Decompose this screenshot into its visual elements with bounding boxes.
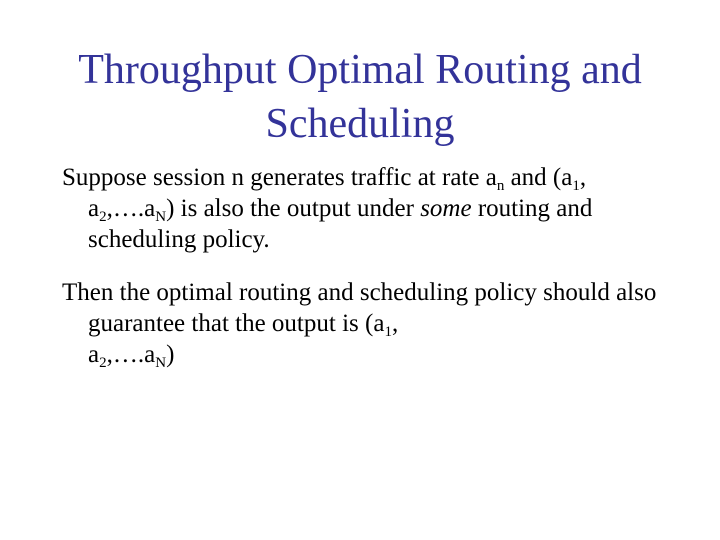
slide-body (62, 162, 682, 392)
p1-text-3: , (579, 164, 587, 191)
p1-sub-1: 1 (572, 178, 580, 194)
p1-emphasis: some (420, 195, 472, 222)
p2-text-4: ,….a (106, 341, 156, 368)
p2-text-1: Then the optimal routing and scheduling policy should also guarantee that the output is (a (62, 279, 657, 337)
p2-sub-1: 1 (384, 324, 392, 340)
p1-text-7: routing and scheduling policy. (88, 195, 593, 253)
p2-text-5: ) (166, 341, 175, 368)
paragraph-2 (62, 277, 682, 370)
p2-text-3: a (88, 341, 100, 368)
p2-sub-2: 2 (99, 355, 107, 371)
p1-text-1: Suppose session n generates traffic at rate a (62, 164, 497, 191)
paragraph-1 (62, 162, 682, 255)
p2-sub-N: N (155, 355, 167, 371)
p1-text-2: and (a (504, 164, 573, 191)
p1-text-6: ) is also the output under (166, 195, 421, 222)
title-line-2: Scheduling (265, 101, 455, 147)
p2-text-2: , (391, 310, 399, 337)
p1-sub-n: n (496, 178, 505, 194)
p1-text-4: a (88, 195, 100, 222)
p1-text-5: ,….a (106, 195, 156, 222)
slide-title (40, 43, 680, 151)
p1-sub-N: N (155, 209, 167, 225)
title-line-1: Throughput Optimal Routing and (78, 47, 642, 93)
p1-sub-2: 2 (99, 209, 107, 225)
